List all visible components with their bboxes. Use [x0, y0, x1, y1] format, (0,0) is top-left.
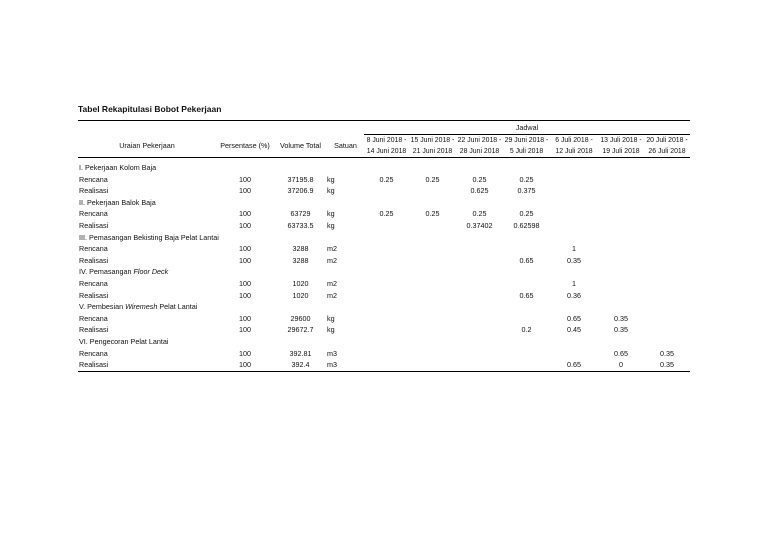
row-label: Rencana	[79, 348, 108, 358]
section-title	[78, 336, 690, 348]
section-title	[78, 162, 690, 174]
week-3-value	[456, 324, 503, 336]
week-4-value: 0.25	[519, 209, 534, 219]
week-2-value: 0.25	[425, 209, 440, 219]
week-1-value	[364, 185, 409, 197]
row-label: Realisasi	[79, 325, 109, 335]
week-5-value: 0.65	[567, 313, 581, 323]
persentase-cell: 100	[239, 244, 251, 254]
row-label: Rencana	[79, 244, 108, 254]
section-row	[78, 301, 690, 313]
persentase-cell: 100	[239, 209, 251, 219]
section-title-text: V. Pembesian	[79, 302, 124, 312]
week-6-value	[598, 185, 644, 197]
row-label: Realisasi	[79, 255, 109, 265]
week-header-5-end: 12 Juli 2018	[555, 148, 593, 155]
week-7-value	[644, 324, 690, 336]
section-row	[78, 162, 690, 174]
week-1-value	[364, 348, 409, 360]
table-row	[78, 220, 690, 232]
week-3-value	[456, 290, 503, 302]
week-5-value: 0.36	[567, 290, 581, 300]
week-6-value: 0	[598, 359, 644, 371]
section-title-suffix: Pelat Lantai	[159, 302, 198, 312]
satuan-cell: m2	[327, 255, 337, 265]
week-header-6-start: 13 Juli 2018 -	[600, 137, 642, 144]
week-3-value	[456, 278, 503, 290]
week-header-6-end: 19 Juli 2018	[602, 148, 640, 155]
section-row	[78, 266, 690, 278]
week-4-value	[503, 243, 550, 255]
week-7-value	[644, 208, 690, 220]
week-5-value: 0.45	[567, 325, 581, 335]
satuan-cell: kg	[327, 313, 335, 323]
week-4-value: 0.65	[519, 255, 534, 265]
week-header-3-start: 22 Juni 2018 -	[457, 137, 502, 144]
volume-cell: 3288	[292, 244, 309, 254]
week-6-value	[598, 208, 644, 220]
persentase-cell: 100	[239, 290, 251, 300]
week-5-value	[550, 348, 598, 360]
table-row	[78, 243, 690, 255]
week-header-3-end: 28 Juni 2018	[459, 148, 500, 155]
volume-cell: 392.4	[274, 359, 327, 371]
week-header-4-end: 5 Juli 2018	[509, 148, 544, 155]
satuan-cell: kg	[327, 209, 335, 219]
table-row	[78, 185, 690, 197]
table-row	[78, 359, 690, 371]
week-4-value	[503, 348, 550, 360]
persentase-cell: 100	[239, 348, 251, 358]
week-6-value: 0.65	[614, 348, 628, 358]
section-title-text: III. Pemasangan Bekisting Baja Pelat Lantai	[79, 232, 219, 242]
recap-table	[78, 120, 690, 372]
week-header-4-start: 29 Juni 2018 -	[504, 137, 549, 144]
row-label: Rencana	[79, 209, 108, 219]
section-title	[78, 301, 690, 313]
week-2-value: 0.25	[425, 174, 440, 184]
persentase-cell: 100	[239, 220, 251, 230]
week-5-value	[550, 208, 598, 220]
persentase-cell: 100	[216, 359, 274, 371]
week-2-value	[409, 290, 456, 302]
week-3-value	[456, 359, 503, 371]
week-header-2-end: 21 Juni 2018	[412, 148, 453, 155]
week-1-value	[364, 220, 409, 232]
week-3-value	[456, 313, 503, 325]
week-3-value	[456, 243, 503, 255]
satuan-cell: m3	[327, 359, 364, 371]
persentase-cell: 100	[239, 313, 251, 323]
week-1-value	[364, 324, 409, 336]
section-title-italic: Floor Deck	[133, 267, 169, 277]
week-1-value	[364, 278, 409, 290]
row-label: Realisasi	[79, 220, 109, 230]
week-5-value	[550, 174, 598, 186]
week-2-value	[409, 243, 456, 255]
week-header-7-end: 26 Juli 2018	[648, 148, 686, 155]
week-5-value: 0.65	[550, 359, 598, 371]
persentase-cell: 100	[239, 255, 251, 265]
volume-cell: 29600	[290, 313, 311, 323]
volume-cell: 63729	[290, 209, 311, 219]
week-6-value: 0.35	[614, 325, 628, 335]
week-6-value	[598, 174, 644, 186]
satuan-cell: m2	[327, 278, 337, 288]
week-7-value	[644, 290, 690, 302]
volume-cell: 37206.9	[287, 186, 314, 196]
satuan-cell: kg	[327, 186, 335, 196]
week-3-value: 0.625	[470, 186, 489, 196]
section-title-text: IV. Pemasangan	[79, 267, 132, 277]
week-1-value: 0.25	[379, 174, 394, 184]
table-row	[78, 278, 690, 290]
volume-cell: 3288	[292, 255, 309, 265]
week-1-value: 0.25	[379, 209, 394, 219]
week-6-value	[598, 243, 644, 255]
week-5-value: 0.35	[567, 255, 581, 265]
week-7-value	[644, 174, 690, 186]
row-label: Realisasi	[78, 359, 216, 371]
table-row	[78, 290, 690, 302]
table-row	[78, 255, 690, 267]
week-4-value	[503, 359, 550, 371]
week-7-value	[644, 220, 690, 232]
week-7-value: 0.35	[660, 348, 674, 358]
week-6-value	[598, 290, 644, 302]
week-4-value: 0.65	[519, 290, 534, 300]
week-6-value: 0.35	[614, 313, 628, 323]
row-label: Rencana	[79, 174, 108, 184]
week-3-value: 0.25	[472, 174, 487, 184]
satuan-cell: kg	[327, 220, 335, 230]
volume-cell: 1020	[292, 278, 309, 288]
week-1-value	[364, 255, 409, 267]
row-label: Rencana	[79, 313, 108, 323]
week-5-value	[550, 185, 598, 197]
week-7-value: 0.35	[644, 359, 690, 371]
volume-cell: 63733.5	[287, 220, 314, 230]
table-row	[78, 313, 690, 325]
week-5-value: 1	[572, 244, 576, 254]
week-4-value: 0.2	[521, 325, 532, 335]
section-title-text: II. Pekerjaan Balok Baja	[79, 197, 156, 207]
table-body	[78, 162, 690, 371]
satuan-cell: m2	[327, 290, 337, 300]
table-row	[78, 174, 690, 186]
section-title-italic: Wiremesh	[125, 302, 158, 312]
week-1-value	[364, 359, 409, 371]
volume-cell: 29672.7	[287, 325, 314, 335]
table-row	[78, 324, 690, 336]
week-6-value	[598, 255, 644, 267]
row-label: Realisasi	[79, 186, 109, 196]
volume-cell: 392.81	[289, 348, 312, 358]
week-header-2-start: 15 Juni 2018 -	[410, 137, 455, 144]
volume-cell: 1020	[292, 290, 309, 300]
week-1-value	[364, 313, 409, 325]
col-satuan: Satuan	[334, 140, 357, 150]
section-title	[78, 266, 690, 278]
week-2-value	[409, 313, 456, 325]
week-5-value: 1	[572, 278, 576, 288]
persentase-cell: 100	[239, 174, 251, 184]
week-4-value: 0.62598	[513, 220, 540, 230]
week-4-value	[503, 278, 550, 290]
week-2-value	[409, 348, 456, 360]
persentase-cell: 100	[239, 278, 251, 288]
persentase-cell: 100	[239, 186, 251, 196]
week-header-1-start: 8 Juni 2018 -	[366, 137, 407, 144]
week-1-value	[364, 243, 409, 255]
week-2-value	[409, 278, 456, 290]
week-2-value	[409, 220, 456, 232]
week-7-value	[644, 313, 690, 325]
section-row	[78, 197, 690, 209]
persentase-cell: 100	[239, 325, 251, 335]
week-2-value	[409, 255, 456, 267]
week-6-value	[598, 220, 644, 232]
week-7-value	[644, 255, 690, 267]
section-title-text: I. Pekerjaan Kolom Baja	[79, 163, 157, 172]
table-title: Tabel Rekapitulasi Bobot Pekerjaan	[78, 104, 222, 114]
week-3-value	[456, 255, 503, 267]
satuan-cell: kg	[327, 174, 335, 184]
week-3-value: 0.25	[472, 209, 487, 219]
week-header-7-start: 20 Juli 2018 -	[646, 137, 688, 144]
week-4-value: 0.375	[517, 186, 536, 196]
jadwal-header: Jadwal	[364, 121, 690, 135]
section-title-text: VI. Pengecoran Pelat Lantai	[79, 336, 169, 346]
week-2-value	[409, 359, 456, 371]
satuan-cell: m2	[327, 244, 337, 254]
col-volume: Volume Total	[279, 140, 322, 150]
table-row	[78, 208, 690, 220]
week-3-value: 0.37402	[466, 220, 493, 230]
week-4-value: 0.25	[519, 174, 534, 184]
satuan-cell: kg	[327, 325, 335, 335]
week-7-value	[644, 278, 690, 290]
week-5-value	[550, 220, 598, 232]
col-uraian: Uraian Pekerjaan	[119, 140, 175, 150]
satuan-cell: m3	[327, 348, 337, 358]
week-6-value	[598, 278, 644, 290]
row-label: Rencana	[79, 278, 108, 288]
week-header-5-start: 6 Juli 2018 -	[555, 137, 593, 144]
week-3-value	[456, 348, 503, 360]
row-label: Realisasi	[79, 290, 109, 300]
col-persentase: Persentase (%)	[220, 140, 270, 150]
week-2-value	[409, 324, 456, 336]
section-title	[78, 232, 690, 244]
week-1-value	[364, 290, 409, 302]
week-7-value	[644, 185, 690, 197]
week-4-value	[503, 313, 550, 325]
week-2-value	[409, 185, 456, 197]
section-title	[78, 197, 690, 209]
table-row	[78, 348, 690, 360]
section-row	[78, 336, 690, 348]
volume-cell: 37195.8	[287, 174, 314, 184]
week-header-1-end: 14 Juni 2018	[366, 148, 407, 155]
section-row	[78, 232, 690, 244]
week-7-value	[644, 243, 690, 255]
